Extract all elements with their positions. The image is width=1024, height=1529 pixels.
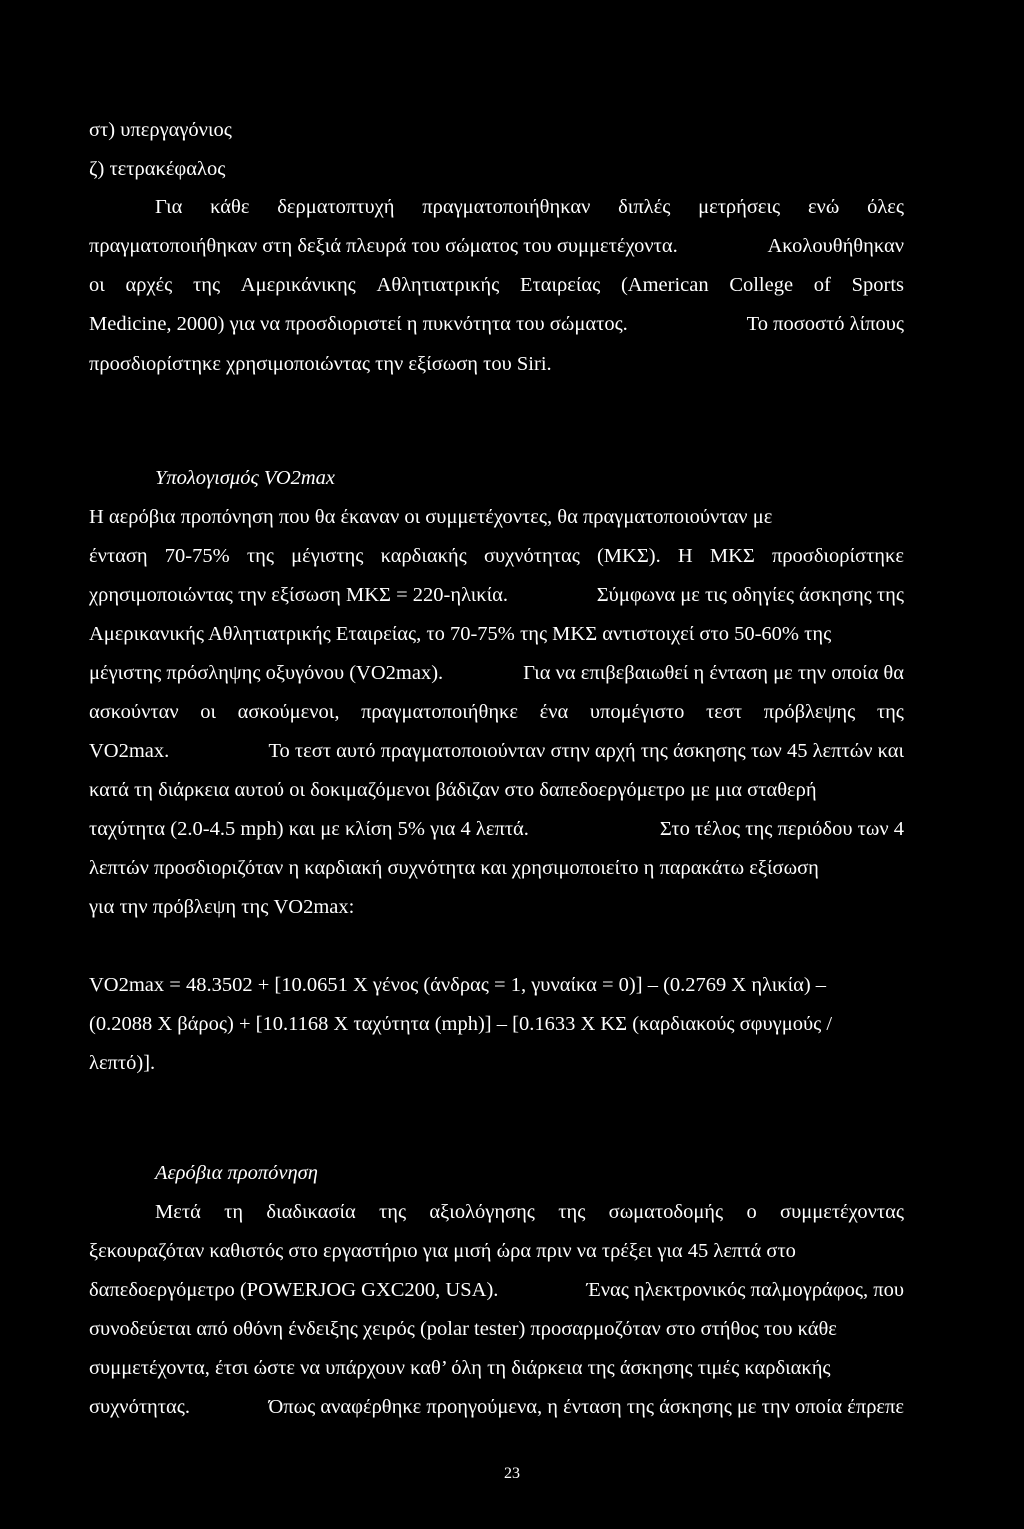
equation-line: λεπτό)].	[89, 1052, 156, 1074]
paragraph-line: ταχύτητα (2.0-4.5 mph) και με κλίση 5% για 4 λεπτά. Στο τέλος της περιόδου των 4	[89, 818, 904, 840]
equation-line: VO2max = 48.3502 + [10.0651 Χ γένος (άνδρας = 1, γυναίκα = 0)] – (0.2769 Χ ηλικία) –	[89, 974, 827, 996]
paragraph-line: συνοδεύεται από οθόνη ένδειξης χειρός (polar tester) προσαρμοζόταν στο στήθος του κάθε	[89, 1318, 837, 1340]
paragraph-line: Μετά τη διαδικασία της αξιολόγησης της σωματοδομής ο συμμετέχοντας	[155, 1201, 904, 1223]
paragraph-line: ξεκουραζόταν καθιστός στο εργαστήριο για μισή ώρα πριν να τρέξει για 45 λεπτά στο	[89, 1240, 796, 1262]
paragraph-line: λεπτών προσδιοριζόταν η καρδιακή συχνότητα και χρησιμοποιείτο η παρακάτω εξίσωση	[89, 857, 819, 879]
paragraph-line: οι αρχές της Αμερικάνικης Αθλητιατρικής Εταιρείας (American College of Sports	[89, 274, 904, 296]
paragraph-line: χρησιμοποιώντας την εξίσωση ΜΚΣ = 220-ηλικία. Σύμφωνα με τις οδηγίες άσκησης της	[89, 584, 904, 606]
paragraph-line: Medicine, 2000) για να προσδιοριστεί η πυκνότητα του σώματος. Το ποσοστό λίπους	[89, 313, 904, 335]
page-number: 23	[504, 1465, 520, 1482]
paragraph-line: για την πρόβλεψη της VO2max:	[89, 896, 355, 918]
paragraph-line: προσδιορίστηκε χρησιμοποιώντας την εξίσωση του Siri.	[89, 353, 552, 375]
section-heading-aerobic: Αερόβια προπόνηση	[155, 1162, 318, 1184]
paragraph-line: δαπεδοεργόμετρο (POWERJOG GXC200, USA). Ένας ηλεκτρονικός παλμογράφος, που	[89, 1279, 904, 1301]
paragraph-line: Αμερικανικής Αθλητιατρικής Εταιρείας, το 70-75% της ΜΚΣ αντιστοιχεί στο 50-60% της	[89, 623, 832, 645]
paragraph-line: VO2max. Το τεστ αυτό πραγματοποιούνταν στην αρχή της άσκησης των 45 λεπτών και	[89, 740, 904, 762]
list-item-z: ζ) τετρακέφαλος	[89, 158, 226, 180]
paragraph-line: πραγματοποιήθηκαν στη δεξιά πλευρά του σώματος του συμμετέχοντα. Ακολουθήθηκαν	[89, 235, 904, 257]
paragraph-line: Η αερόβια προπόνηση που θα έκαναν οι συμμετέχοντες, θα πραγματοποιούνταν με	[89, 506, 773, 528]
paragraph-line: κατά τη διάρκεια αυτού οι δοκιμαζόμενοι βάδιζαν στο δαπεδοεργόμετρο με μια σταθερή	[89, 779, 817, 801]
paragraph-line: μέγιστης πρόσληψης οξυγόνου (VO2max). Για να επιβεβαιωθεί η ένταση με την οποία θα	[89, 662, 904, 684]
equation-line: (0.2088 Χ βάρος) + [10.1168 Χ ταχύτητα (mph)] – [0.1633 Χ ΚΣ (καρδιακούς σφυγμούς /	[89, 1013, 833, 1035]
paragraph-line: ασκούνταν οι ασκούμενοι, πραγματοποιήθηκε ένα υπομέγιστο τεστ πρόβλεψης της	[89, 701, 904, 723]
paragraph-line: Για κάθε δερματοπτυχή πραγματοποιήθηκαν διπλές μετρήσεις ενώ όλες	[155, 196, 904, 218]
paragraph-line: συχνότητας. Όπως αναφέρθηκε προηγούμενα, η ένταση της άσκησης με την οποία έπρεπε	[89, 1396, 904, 1418]
list-item-st: στ) υπεργαγόνιος	[89, 119, 232, 141]
paragraph-line: ένταση 70-75% της μέγιστης καρδιακής συχνότητας (ΜΚΣ). Η ΜΚΣ προσδιορίστηκε	[89, 545, 904, 567]
paragraph-line: συμμετέχοντα, έτσι ώστε να υπάρχουν καθ’ όλη τη διάρκεια της άσκησης τιμές καρδιακής	[89, 1357, 831, 1379]
section-heading-vo2max: Υπολογισμός VO2max	[155, 467, 336, 489]
